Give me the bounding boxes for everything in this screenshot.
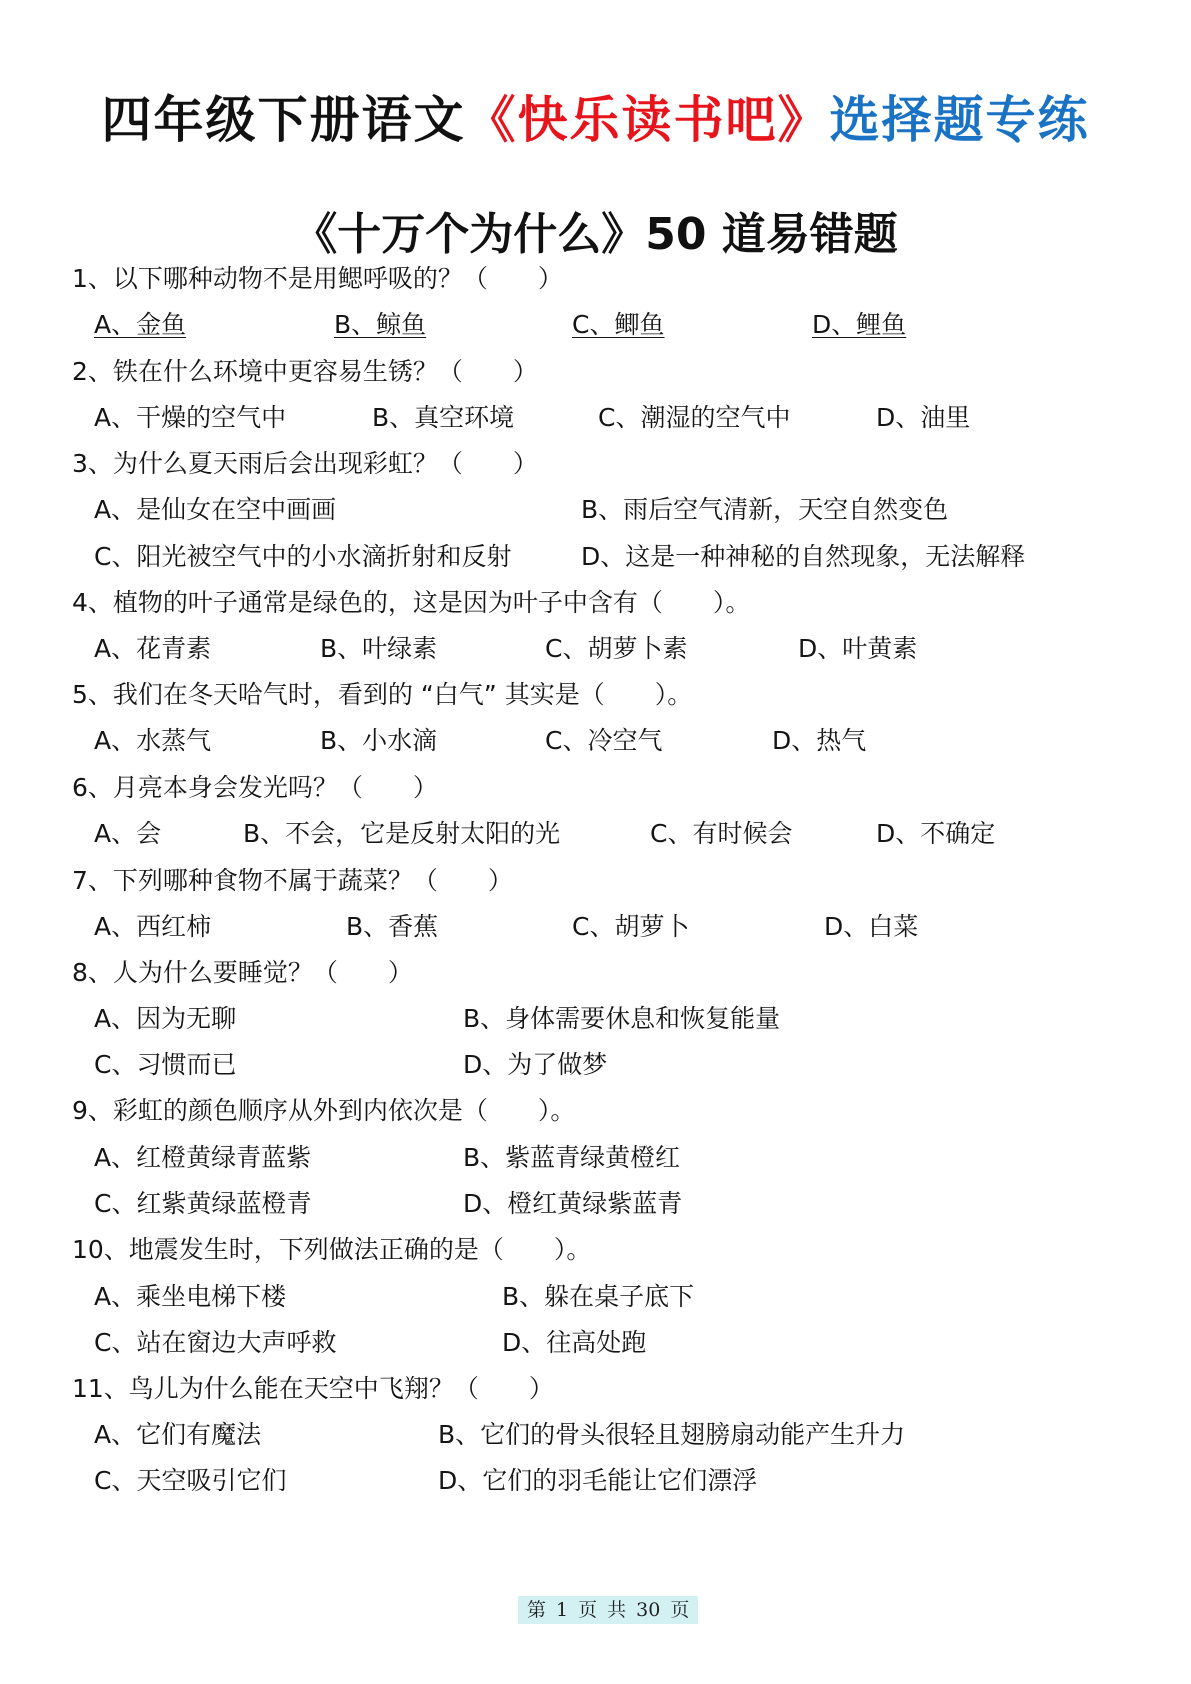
question-8: 8、人为什么要睡觉？（ ） (72, 958, 413, 987)
question-6: 6、月亮本身会发光吗？（ ） (72, 773, 438, 802)
option-4d: D、叶黄素 (798, 634, 918, 663)
option-1d: D、鲤鱼 (812, 310, 907, 339)
option-7a: A、西红柿 (94, 912, 212, 941)
option-3d: D、这是一种神秘的自然现象，无法解释 (581, 542, 1026, 571)
option-6d: D、不确定 (876, 819, 996, 848)
title-exercise: 选择题专练 (829, 90, 1090, 149)
question-5: 5、我们在冬天哈气时，看到的 “白气” 其实是（ ）。 (72, 680, 693, 709)
option-5c: C、冷空气 (545, 726, 663, 755)
option-7c: C、胡萝卜 (572, 912, 690, 941)
option-9c: C、红紫黄绿蓝橙青 (94, 1189, 312, 1218)
option-11a: A、它们有魔法 (94, 1420, 262, 1449)
option-5a: A、水蒸气 (94, 726, 212, 755)
option-8d: D、为了做梦 (463, 1050, 608, 1079)
page-prefix: 第 (527, 1599, 547, 1621)
page-suffix: 页 (670, 1599, 690, 1621)
option-8a: A、因为无聊 (94, 1004, 237, 1033)
option-9a: A、红橙黄绿青蓝紫 (94, 1143, 312, 1172)
option-4b: B、叶绿素 (320, 634, 438, 663)
option-11c: C、天空吸引它们 (94, 1466, 287, 1495)
option-2c: C、潮湿的空气中 (598, 403, 791, 432)
option-9d: D、橙红黄绿紫蓝青 (463, 1189, 683, 1218)
option-9b: B、紫蓝青绿黄橙红 (463, 1143, 681, 1172)
page-number (518, 1596, 698, 1624)
question-4: 4、植物的叶子通常是绿色的，这是因为叶子中含有（ ）。 (72, 588, 751, 617)
total-pages: 30 (636, 1599, 661, 1621)
option-4a: A、花青素 (94, 634, 212, 663)
option-8b: B、身体需要休息和恢复能量 (463, 1004, 781, 1033)
option-5d: D、热气 (772, 726, 867, 755)
total-word: 共 (607, 1599, 627, 1621)
option-1b: B、鲸鱼 (334, 310, 427, 339)
page-subtitle: 《十万个为什么》50 道易错题 (293, 209, 898, 260)
current-page: 1 (556, 1599, 569, 1621)
option-10d: D、往高处跑 (502, 1328, 647, 1357)
question-9: 9、彩虹的颜色顺序从外到内依次是（ ）。 (72, 1096, 576, 1125)
option-6a: A、会 (94, 819, 162, 848)
option-3b: B、雨后空气清新，天空自然变色 (581, 495, 949, 524)
option-10b: B、躲在桌子底下 (502, 1282, 695, 1311)
option-1c: C、鲫鱼 (572, 310, 665, 339)
title-book: 《快乐读书吧》 (465, 90, 830, 149)
option-3c: C、阳光被空气中的小水滴折射和反射 (94, 542, 512, 571)
question-1: 1、以下哪种动物不是用鳃呼吸的？（ ） (72, 264, 563, 293)
option-11d: D、它们的羽毛能让它们漂浮 (438, 1466, 758, 1495)
option-4c: C、胡萝卜素 (545, 634, 688, 663)
question-11: 11、鸟儿为什么能在天空中飞翔？（ ） (72, 1374, 554, 1403)
page-title (0, 88, 1191, 152)
question-10: 10、地震发生时，下列做法正确的是（ ）。 (72, 1235, 592, 1264)
page-word: 页 (578, 1599, 598, 1621)
option-2a: A、干燥的空气中 (94, 403, 287, 432)
option-2b: B、真空环境 (372, 403, 515, 432)
option-7b: B、香蕉 (346, 912, 439, 941)
option-6c: C、有时候会 (650, 819, 793, 848)
option-6b: B、不会，它是反射太阳的光 (243, 819, 561, 848)
option-10a: A、乘坐电梯下楼 (94, 1282, 287, 1311)
option-1a: A、金鱼 (94, 310, 187, 339)
question-2: 2、铁在什么环境中更容易生锈？（ ） (72, 357, 538, 386)
question-3: 3、为什么夏天雨后会出现彩虹？（ ） (72, 449, 538, 478)
title-grade: 四年级下册语文 (101, 90, 466, 149)
question-7: 7、下列哪种食物不属于蔬菜？（ ） (72, 866, 513, 895)
option-2d: D、油里 (876, 403, 971, 432)
option-5b: B、小水滴 (320, 726, 438, 755)
option-3a: A、是仙女在空中画画 (94, 495, 337, 524)
option-10c: C、站在窗边大声呼救 (94, 1328, 337, 1357)
option-11b: B、它们的骨头很轻且翅膀扇动能产生升力 (438, 1420, 906, 1449)
option-7d: D、白菜 (824, 912, 919, 941)
option-8c: C、习惯而已 (94, 1050, 237, 1079)
